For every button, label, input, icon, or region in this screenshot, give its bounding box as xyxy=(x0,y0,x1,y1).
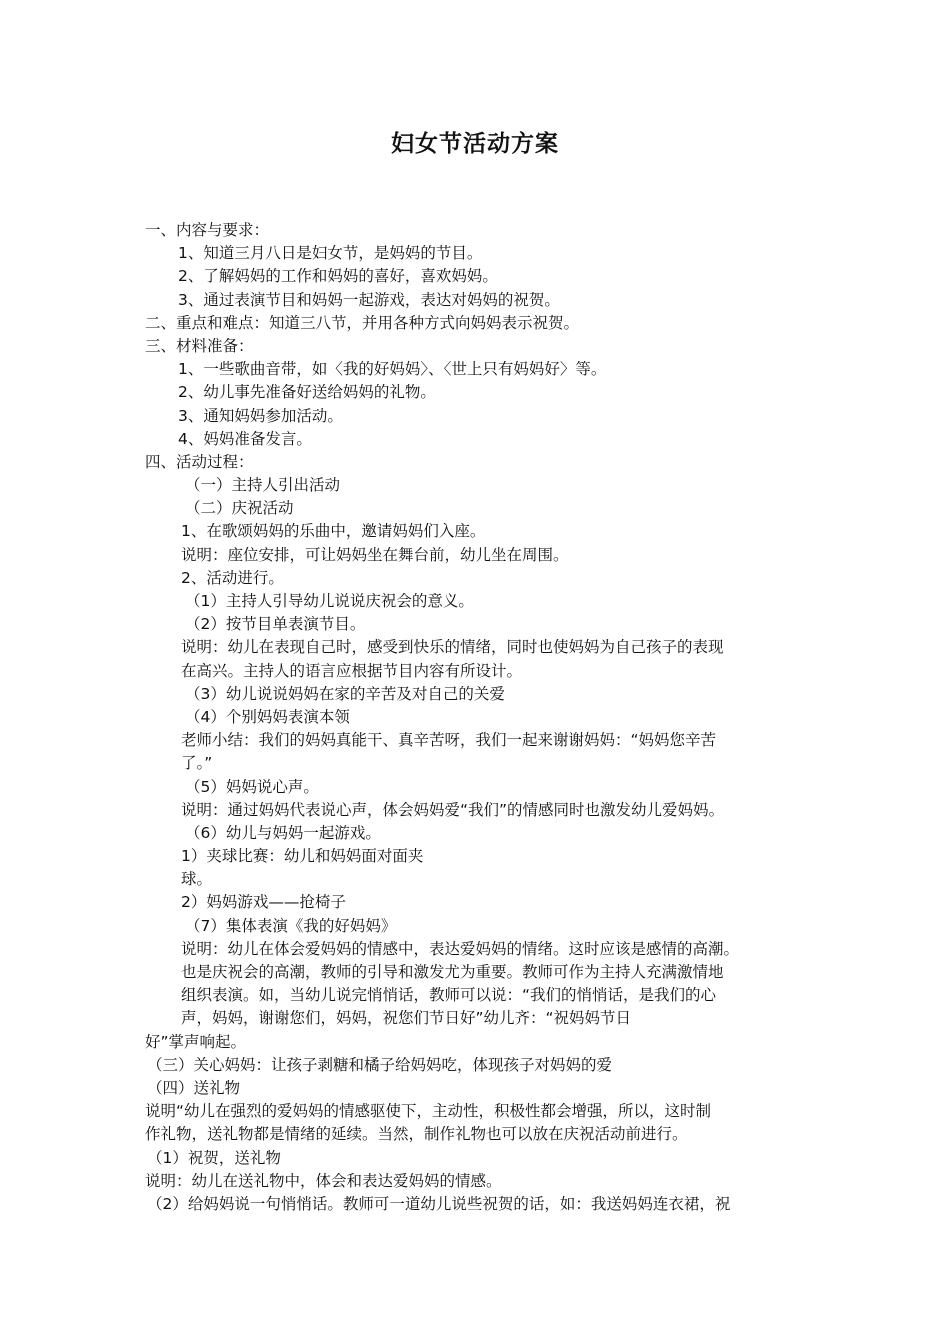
text-line: 说明：幼儿在表现自己时，感受到快乐的情绪，同时也使妈妈为自己孩子的表现 xyxy=(181,638,724,657)
text-line: 2）妈妈游戏——抢椅子 xyxy=(181,893,346,912)
text-line: （1）祝贺，送礼物 xyxy=(147,1148,281,1167)
subsection-heading: （四）送礼物 xyxy=(147,1078,241,1097)
text-line: 1、一些歌曲音带，如〈我的好妈妈〉、〈世上只有妈妈好〉等。 xyxy=(178,360,607,379)
text-line: 了。” xyxy=(181,754,213,773)
text-line: 3、通知妈妈参加活动。 xyxy=(178,406,343,425)
text-line: 2、幼儿事先准备好送给妈妈的礼物。 xyxy=(178,383,436,402)
text-line: 1）夹球比赛：幼儿和妈妈面对面夹 xyxy=(181,847,424,866)
text-line: 1、知道三月八日是妇女节，是妈妈的节目。 xyxy=(178,244,483,263)
document-body xyxy=(145,219,815,1216)
text-line: 2、了解妈妈的工作和妈妈的喜好，喜欢妈妈。 xyxy=(178,267,498,286)
text-line: （5）妈妈说心声。 xyxy=(185,777,319,796)
text-line: 声，妈妈，谢谢您们，妈妈，祝您们节日好”幼儿齐：“祝妈妈节日 xyxy=(181,1009,632,1028)
text-line: 老师小结：我们的妈妈真能干、真辛苦呀，我们一起来谢谢妈妈：“妈妈您辛苦 xyxy=(181,731,717,750)
text-line: （4）个别妈妈表演本领 xyxy=(185,707,350,726)
text-line: 作礼物，送礼物都是情绪的延续。当然，制作礼物也可以放在庆祝活动前进行。 xyxy=(145,1125,688,1144)
text-line: （2）给妈妈说一句悄悄话。教师可一道幼儿说些祝贺的话，如：我送妈妈连衣裙，祝 xyxy=(147,1194,731,1213)
section-heading: 二、重点和难点：知道三八节，并用各种方式向妈妈表示祝贺。 xyxy=(145,313,580,332)
text-line: （6）幼儿与妈妈一起游戏。 xyxy=(185,823,381,842)
text-line: 1、在歌颂妈妈的乐曲中，邀请妈妈们入座。 xyxy=(181,522,486,541)
text-line: （7）集体表演《我的好妈妈》 xyxy=(185,916,397,935)
text-line: 好”掌声响起。 xyxy=(145,1032,247,1051)
text-line: 在高兴。主持人的语言应根据节目内容有所设计。 xyxy=(181,661,523,680)
text-line: 说明“幼儿在强烈的爱妈妈的情感驱使下，主动性，积极性都会增强，所以，这时制 xyxy=(145,1102,712,1121)
section-heading: 一、内容与要求： xyxy=(145,221,270,239)
text-line: 说明：幼儿在体会爱妈妈的情感中，表达爱妈妈的情绪。这时应该是感情的高潮。 xyxy=(181,939,740,958)
text-line: 球。 xyxy=(181,870,213,889)
text-line: （1）主持人引导幼儿说说庆祝会的意义。 xyxy=(185,592,474,610)
text-line: 也是庆祝会的高潮，教师的引导和激发尤为重要。教师可作为主持人充满激情地 xyxy=(181,963,724,981)
text-line: 组织表演。如，当幼儿说完悄悄话，教师可以说：“我们的悄悄话，是我们的心 xyxy=(181,986,717,1005)
section-heading: 三、材料准备： xyxy=(145,336,254,355)
text-line: 4、妈妈准备发言。 xyxy=(178,429,312,448)
text-line: （3）幼儿说说妈妈在家的辛苦及对自己的关爱 xyxy=(185,684,505,703)
text-line: （2）按节目单表演节目。 xyxy=(185,615,366,634)
subsection-heading: （三）关心妈妈：让孩子剥糖和橘子给妈妈吃，体现孩子对妈妈的爱 xyxy=(147,1055,613,1074)
subsection-heading: （一）主持人引出活动 xyxy=(185,476,341,495)
document-title: 妇女节活动方案 xyxy=(391,131,559,157)
text-line: 2、活动进行。 xyxy=(181,568,284,587)
subsection-heading: （二）庆祝活动 xyxy=(185,499,294,518)
text-line: 说明：通过妈妈代表说心声，体会妈妈爱“我们”的情感同时也激发幼儿爱妈妈。 xyxy=(181,800,725,819)
text-line: 说明：座位安排，可让妈妈坐在舞台前，幼儿坐在周围。 xyxy=(181,545,569,564)
text-line: 说明：幼儿在送礼物中，体会和表达爱妈妈的情感。 xyxy=(145,1171,502,1190)
text-line: 3、通过表演节目和妈妈一起游戏，表达对妈妈的祝贺。 xyxy=(178,290,560,309)
section-heading: 四、活动过程： xyxy=(145,452,254,471)
